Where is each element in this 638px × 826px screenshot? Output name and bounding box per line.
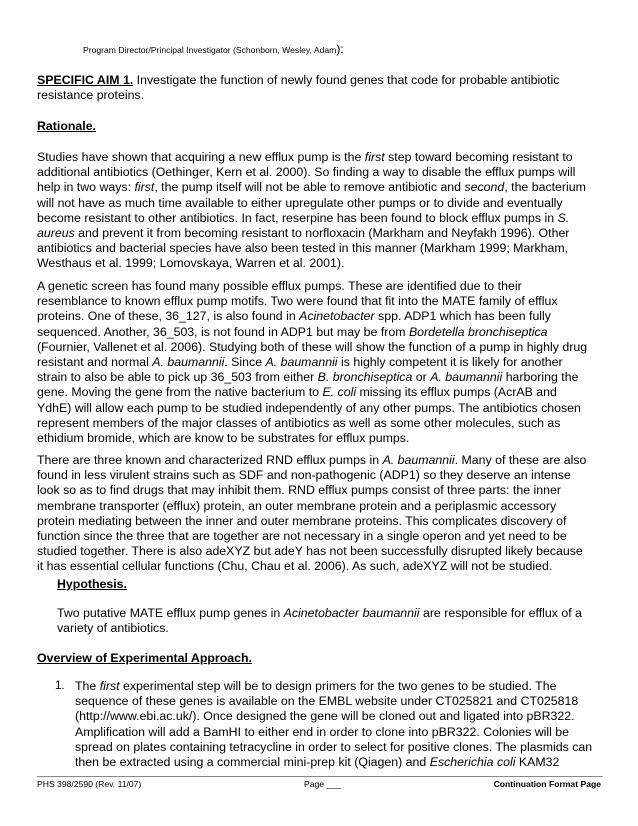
paragraph-line: proteins. One of these, 36_127, is also found in Acinetobacter spp. ADP1 which has been fully [37, 309, 551, 324]
list-item-line: sequence of these genes is available on the EMBL website under CT025821 and CT025818 [75, 694, 579, 709]
rationale-paragraph-1 [37, 150, 607, 272]
paragraph-line: membrane transporter (efflux) protein, an outer membrane protein and a periplasmic accessory [37, 498, 557, 513]
paragraph-line: Westhaus et al. 1999; Lomovskaya, Warren et al. 2001). [37, 256, 345, 271]
paragraph-line: function since the three that are together are not necessary in a single operon and yet need to be [37, 529, 567, 544]
list-item-number: 1. [55, 680, 65, 692]
footer-page-number: Page ___ [304, 779, 341, 789]
header-suffix: ): [336, 42, 344, 56]
page-header [83, 42, 344, 56]
hypothesis-heading: Hypothesis. [57, 577, 127, 591]
paragraph-line: help in two ways: first, the pump itself will not be able to remove antibiotic and second, the bacterium [37, 180, 586, 195]
specific-aim-label: SPECIFIC AIM 1. [37, 73, 134, 87]
paragraph-line: ethidium bromide, which are know to be substrates for efflux pumps. [37, 431, 410, 446]
list-item-line: The first experimental step will be to design primers for the two genes to be studied. The [75, 679, 557, 693]
overview-heading: Overview of Experimental Approach. [37, 651, 252, 665]
rationale-paragraph-3 [37, 453, 607, 575]
paragraph-line: (Fournier, Vallenet et al. 2006). Studying both of these will show the function of a pump in highly drug [37, 339, 588, 354]
paragraph-line: studied together. There is also adeXYZ but adeY has not been successfully disrupted likely because [37, 544, 583, 559]
paragraph-line: antibiotics and bacterial species have also been tested in this manner (Markham 1999; Markham, [37, 241, 569, 256]
footer-form-number: PHS 398/2590 (Rev. 11/07) [37, 779, 142, 789]
footer-format-label: Continuation Format Page [493, 779, 601, 789]
paragraph-line: look so as to find drugs that may inhibit them. RND efflux pumps consist of three parts: the inner [37, 483, 561, 498]
list-item-line: (http://www.ebi.ac.uk/). Once designed the gene will be cloned out and ligated into pBR322. [75, 709, 575, 724]
footer-divider [37, 776, 603, 777]
rationale-heading: Rationale. [37, 119, 96, 133]
specific-aim-line: Investigate the function of newly found genes that code for probable antibiotic [133, 73, 560, 87]
paragraph-line: gene. Moving the gene from the native bacterium to E. coli missing its efflux pumps (AcrAB and [37, 385, 557, 400]
paragraph-line: resistant and normal A. baumannii. Since A. baumannii is highly competent it is likely for another [37, 355, 563, 370]
specific-aim [37, 73, 603, 103]
specific-aim-line: resistance proteins. [37, 88, 145, 103]
paragraph-line: additional antibiotics (Oethinger, Kern et al. 2000). So finding a way to disable the efflux pumps will [37, 165, 576, 180]
paragraph-line: protein mediating between the inner and outer membrane proteins. This complicates discovery of [37, 513, 567, 528]
paragraph-line: become resistant to other antibiotics. In fact, reserpine has been found to block efflux pumps in S. [37, 210, 570, 225]
paragraph-line: represent members of the major classes of antibiotics as well as some other molecules, such as [37, 415, 561, 430]
paragraph-line: it has essential cellular functions (Chu, Chau et al. 2006). As such, adeXYZ will not be studied. [37, 559, 553, 574]
paragraph-line: Studies have shown that acquiring a new efflux pump is the first step toward becoming resistant to [37, 150, 573, 164]
paragraph-line: sequenced. Another, 36_503, is not found in ADP1 but may be from Bordetella bronchiseptica [37, 324, 548, 339]
header-text: Program Director/Principal Investigator (Schonborn, Wesley, Adam [83, 45, 337, 55]
paragraph-line: variety of antibiotics. [57, 621, 169, 636]
hypothesis-paragraph [57, 606, 607, 636]
list-item-line: then be extracted using a commercial mini-prep kit (Qiagen) and Escherichia coli KAM32 [75, 755, 560, 770]
paragraph-line: strain to also be able to pick up 36_503 from either B. bronchiseptica or A. baumannii harboring the [37, 370, 579, 385]
paragraph-line: resemblance to known efflux pump motifs. Two were found that fit into the MATE family of efflux [37, 294, 558, 309]
list-item-line: Amplification will add a BamHI to either end in order to clone into pBR322. Colonies will be [75, 724, 570, 739]
paragraph-line: Two putative MATE efflux pump genes in Acinetobacter baumannii are responsible for efflux of a [57, 606, 582, 620]
paragraph-line: aureus and prevent it from becoming resistant to norfloxacin (Markham and Neyfakh 1996). Other [37, 226, 570, 241]
paragraph-line: A genetic screen has found many possible efflux pumps. These are identified due to their [37, 279, 522, 293]
rationale-paragraph-2 [37, 279, 607, 446]
list-item-line: spread on plates containing tetracycline in order to select for positive clones. The plasmids can [75, 739, 593, 754]
paragraph-line: There are three known and characterized RND efflux pumps in A. baumannii. Many of these are also [37, 453, 587, 467]
paragraph-line: YdhE) will allow each pump to be studied independently of any other pumps. The antibiotics chosen [37, 400, 581, 415]
paragraph-line: will not have as much time available to either upregulate other pumps or to divide and eventually [37, 195, 563, 210]
paragraph-line: found in less virulent strains such as SDF and non-pathogenic (ADP1) so they deserve an intense [37, 468, 571, 483]
